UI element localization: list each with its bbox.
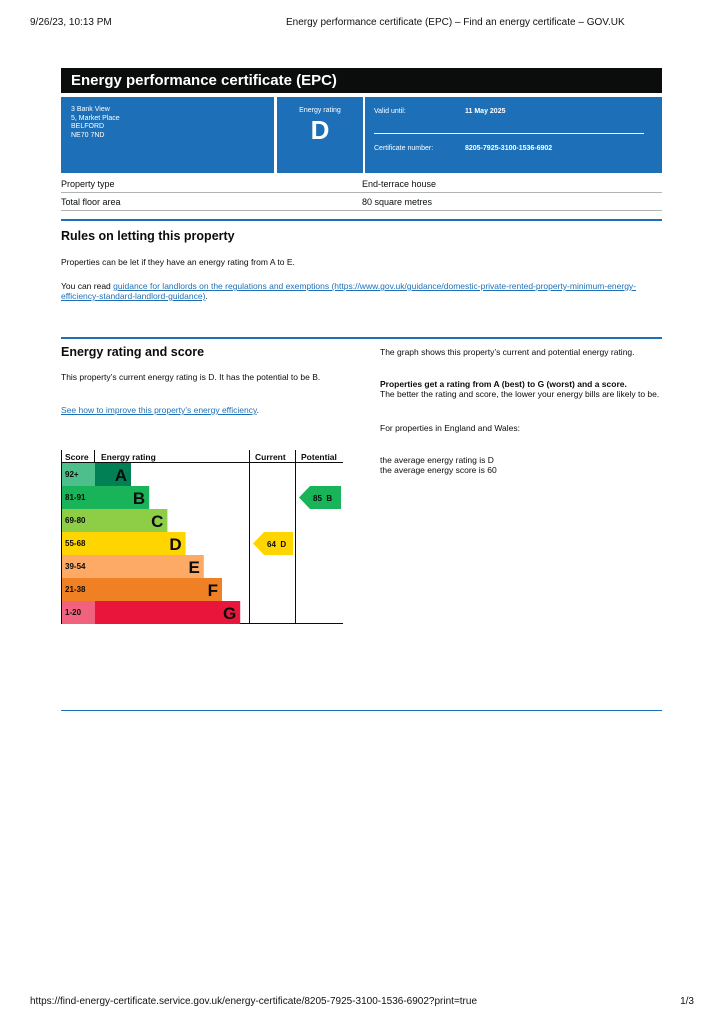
address-box — [61, 97, 274, 173]
guidance-prefix: You can read — [61, 281, 114, 291]
band-score-label: 92+ — [65, 470, 79, 479]
validity-divider — [374, 133, 644, 134]
section-divider — [61, 219, 662, 221]
address-line: NE70 7ND — [71, 131, 105, 139]
band-score-label: 21-38 — [65, 585, 86, 594]
section-divider — [61, 710, 662, 711]
band-score-label: 39-54 — [65, 562, 86, 571]
graph-explanation: The graph shows this property’s current and potential energy rating. — [380, 347, 635, 357]
landlord-guidance-paragraph — [61, 281, 662, 301]
valid-until-label: Valid until: — [374, 108, 406, 115]
average-rating: the average energy rating is D — [380, 455, 494, 465]
property-value: End-terrace house — [362, 178, 437, 189]
property-key: Property type — [61, 178, 115, 189]
band-score-label: 81-91 — [65, 493, 86, 502]
print-url: https://find-energy-certificate.service.gov.uk/energy-certificate/8205-7925-3100-1536-6902?print=true — [30, 996, 478, 1007]
address-line: BELFORD — [71, 123, 105, 130]
energy-rating-heading: Energy rating and score — [61, 345, 205, 359]
property-row — [61, 193, 662, 211]
potential-rating-label: 85 B — [313, 494, 333, 503]
energy-rating-section — [61, 337, 662, 623]
guidance-suffix: . — [205, 291, 208, 301]
chart-header-score: Score — [65, 452, 89, 462]
improve-efficiency-link[interactable]: See how to improve this property’s energy efficiency — [61, 405, 257, 415]
band-letter: G — [222, 604, 237, 623]
band-bar-f — [95, 578, 222, 601]
property-details-table — [61, 175, 662, 211]
print-page-number: 1/3 — [680, 996, 694, 1007]
certificate-content — [61, 68, 662, 623]
rating-scale-detail: The better the rating and score, the lower your energy bills are likely to be. — [380, 389, 660, 399]
band-letter: D — [169, 535, 182, 554]
energy-rating-right-column — [380, 337, 670, 475]
energy-rating-left-column — [61, 337, 361, 415]
letting-rules-text: Properties can be let if they have an energy rating from A to E. — [61, 257, 295, 267]
property-row — [61, 175, 662, 193]
print-page-title: Energy performance certificate (EPC) – Find an energy certificate – GOV.UK — [286, 17, 625, 28]
energy-rating-letter: D — [310, 115, 330, 145]
property-key: Total floor area — [61, 196, 121, 207]
print-datetime: 9/26/23, 10:13 PM — [30, 17, 112, 28]
rating-scale-bold: Properties get a rating from A (best) to G (worst) and a score. — [380, 379, 627, 389]
validity-box — [365, 97, 662, 173]
improve-efficiency-paragraph — [61, 405, 361, 415]
address-line: 5, Market Place — [71, 114, 120, 122]
valid-until-value: 11 May 2025 — [465, 108, 506, 115]
band-score-label: 1-20 — [65, 608, 82, 617]
improve-suffix: . — [256, 405, 259, 415]
address-line: 3 Bank View — [71, 106, 110, 113]
letting-rules-heading: Rules on letting this property — [61, 229, 235, 243]
certificate-number-label: Certificate number: — [374, 145, 434, 152]
band-letter: A — [114, 466, 127, 485]
regions-text: For properties in England and Wales: — [380, 423, 521, 433]
energy-rating-label: Energy rating — [299, 107, 341, 114]
chart-header-energy-rating: Energy rating — [101, 452, 156, 462]
certificate-title: Energy performance certificate (EPC) — [61, 68, 662, 93]
letting-rules-section — [61, 219, 662, 301]
band-bar-g — [95, 601, 240, 624]
current-rating-label: 64 D — [267, 540, 287, 549]
band-score-label: 55-68 — [65, 539, 86, 548]
certificate-number-value: 8205-7925-3100-1536-6902 — [465, 145, 553, 152]
property-value: 80 square metres — [362, 196, 433, 207]
averages-text — [380, 455, 670, 475]
band-letter: C — [151, 512, 164, 531]
band-letter: F — [207, 581, 218, 600]
energy-rating-chart — [61, 450, 343, 624]
band-letter: B — [132, 489, 146, 508]
certificate-summary — [61, 97, 662, 173]
energy-rating-box — [277, 97, 363, 173]
average-score: the average energy score is 60 — [380, 465, 497, 475]
band-letter: E — [188, 558, 200, 577]
rating-scale-text — [380, 379, 670, 399]
band-score-label: 69-80 — [65, 516, 86, 525]
chart-header-potential: Potential — [301, 452, 337, 462]
current-rating-text: This property’s current energy rating is D. It has the potential to be B. — [61, 372, 321, 382]
chart-header-current: Current — [255, 452, 286, 462]
landlord-guidance-link[interactable]: guidance for landlords on the regulations and exemptions (https://www.gov.uk/guidance/domestic-private-rented-property-minimum-energy-efficiency-standard-landlord-guidance) — [61, 281, 637, 301]
